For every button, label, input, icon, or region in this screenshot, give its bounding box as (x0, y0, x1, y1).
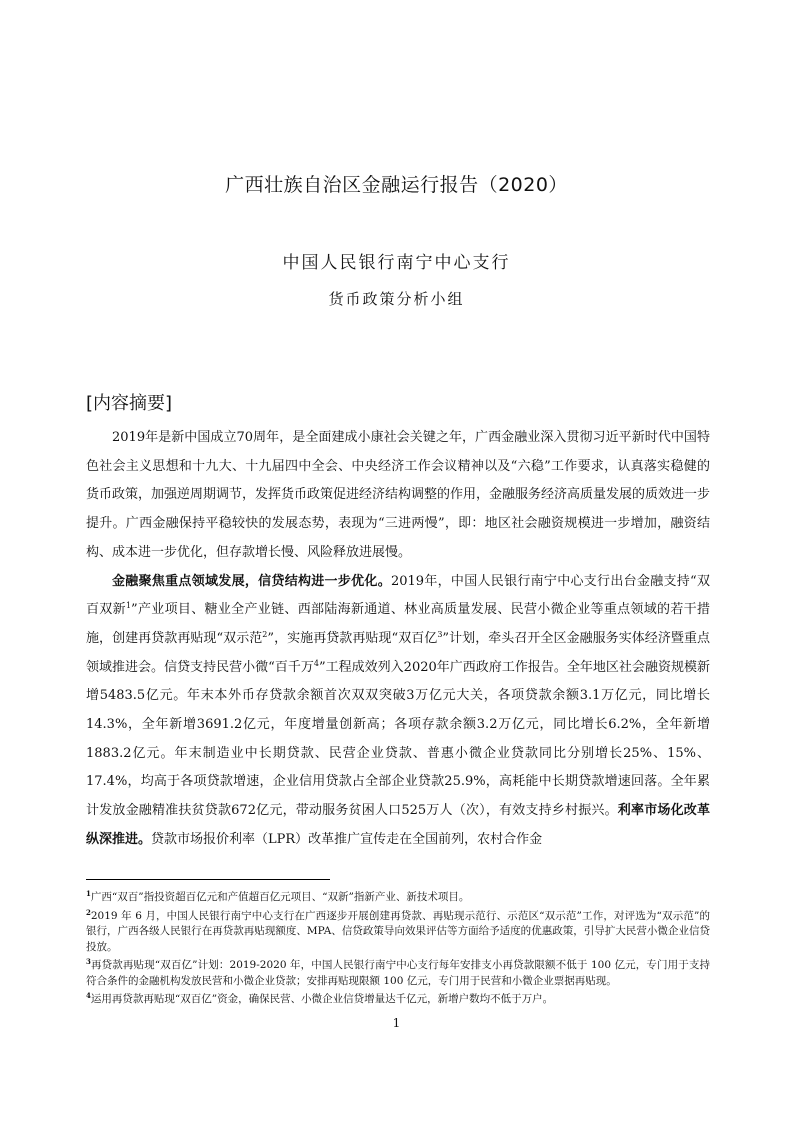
abstract-body (86, 424, 710, 855)
footnote-ref-2[interactable]: 2 (262, 629, 268, 639)
footnote-mark: 1 (86, 889, 91, 898)
footnote-ref-3[interactable]: 3 (437, 629, 443, 639)
footnote-text: 再贷款再贴现“双百亿”计划：2019-2020 年，中国人民银行南宁中心支行每年安排支小再贷款限额不低于 100 亿元，专门用于支持符合条件的金融机构发放民营和小微企业贷款；安排再贴现限额 100 亿元，专门用于民营和小微企业票据再贴现。 (86, 959, 710, 987)
paragraph-2-bold-heading: 利率市场化改革纵深推进。 (86, 803, 710, 847)
footnote-mark: 2 (86, 907, 91, 917)
footnote-text: 广西“双百”指投资超百亿元和产值超百亿元项目、“双新”指新产业、新技术项目。 (90, 891, 470, 903)
page-number: 1 (392, 1016, 401, 1030)
author-organization: 中国人民银行南宁中心支行 (282, 253, 511, 273)
footnote-3 (86, 958, 710, 989)
footnotes (86, 890, 710, 1011)
footnote-1 (86, 890, 710, 906)
paragraph-2-text-2: ”产业项目、糖业全产业链、西部陆海新通道、林业高质量发展、民营小微企业等重点领域的若干措施，创建再贷款再贴现“双示范 (86, 602, 710, 646)
report-title: 广西壮族自治区金融运行报告（2020） (225, 174, 568, 196)
paragraph-1: 2019年是新中国成立70周年，是全面建成小康社会关键之年，广西金融业深入贯彻习近平新时代中国特色社会主义思想和十九大、十九届四中全会、中央经济工作会议精神以及“六稳”工作要求，认真落实稳健的货币政策，加强逆周期调节，发挥货币政策促进经济结构调整的作用，金融服务经济高质量发展的质效进一步提升。广西金融保持平稳较快的发展态势，表现为“三进两慢”，即：地区社会融资规模进一步增加，融资结构、成本进一步优化，但存款增长慢、风险释放进展慢。 (86, 430, 711, 560)
footnote-text: 运用再贷款再贴现“双百亿”资金，确保民营、小微企业信贷增量达千亿元，新增户数均不低于万户。 (90, 993, 554, 1005)
paragraph-2-lead: 金融聚焦重点领域发展，信贷结构进一步优化。 (112, 573, 391, 589)
footnote-mark: 4 (86, 991, 91, 1000)
footnote-ref-4[interactable]: 4 (313, 658, 319, 668)
footnote-mark: 3 (86, 957, 91, 966)
paragraph-2 (86, 568, 710, 855)
paragraph-2-text-5: ”工程成效列入2020年广西政府工作报告。全年地区社会融资规模新增5483.5亿元。年末本外币存贷款余额首次双双突破3万亿元大关，各项贷款余额3.1万亿元，同比增长14.3%，全年新增3691.2亿元，年度增量创新高；各项存款余额3.2万亿元，同比增长6.2%，全年新增1883.2亿元。年末制造业中长期贷款、民营企业贷款、普惠小微企业贷款同比分别增长25%、15%、17.4%，均高于各项贷款增速，企业信用贷款占全部企业贷款25.9%，高耗能中长期贷款增速回落。全年累计发放金融精准扶贫贷款672亿元，带动服务贫困人口525万人（次），有效支持乡村振兴。 (86, 659, 710, 819)
footnote-4 (86, 992, 710, 1008)
footnote-2 (86, 909, 710, 956)
paragraph-2-text-6: 贷款市场报价利率（LPR）改革推广宣传走在全国前列，农村合作金 (151, 831, 543, 847)
paragraph-2-text-3: ”，实施再贷款再贴现“双百亿 (267, 630, 438, 646)
footnote-text: 2019 年 6 月，中国人民银行南宁中心支行在广西逐步开展创建再贷款、再贴现示范行、示范区“双示范”工作，对评选为“双示范”的银行，广西各级人民银行在再贷款再贴现额度、MPA、信贷政策导向效果评估等方面给予适度的优惠政策，引导扩大民营小微企业信贷投放。 (86, 909, 710, 953)
footnote-divider (86, 879, 330, 880)
author-group: 货币政策分析小组 (328, 290, 465, 308)
paragraph-2-text-1: 2019年，中国人民银行南宁中心支行出台金融支持“双百双新 (86, 573, 710, 618)
abstract-heading: [内容摘要] (86, 393, 173, 414)
paragraph-2-text-4: ”计划，牵头召开全区金融服务实体经济暨重点领域推进会。信贷支持民营小微“百千万 (86, 630, 710, 675)
footnote-ref-1[interactable]: 1 (125, 601, 132, 611)
